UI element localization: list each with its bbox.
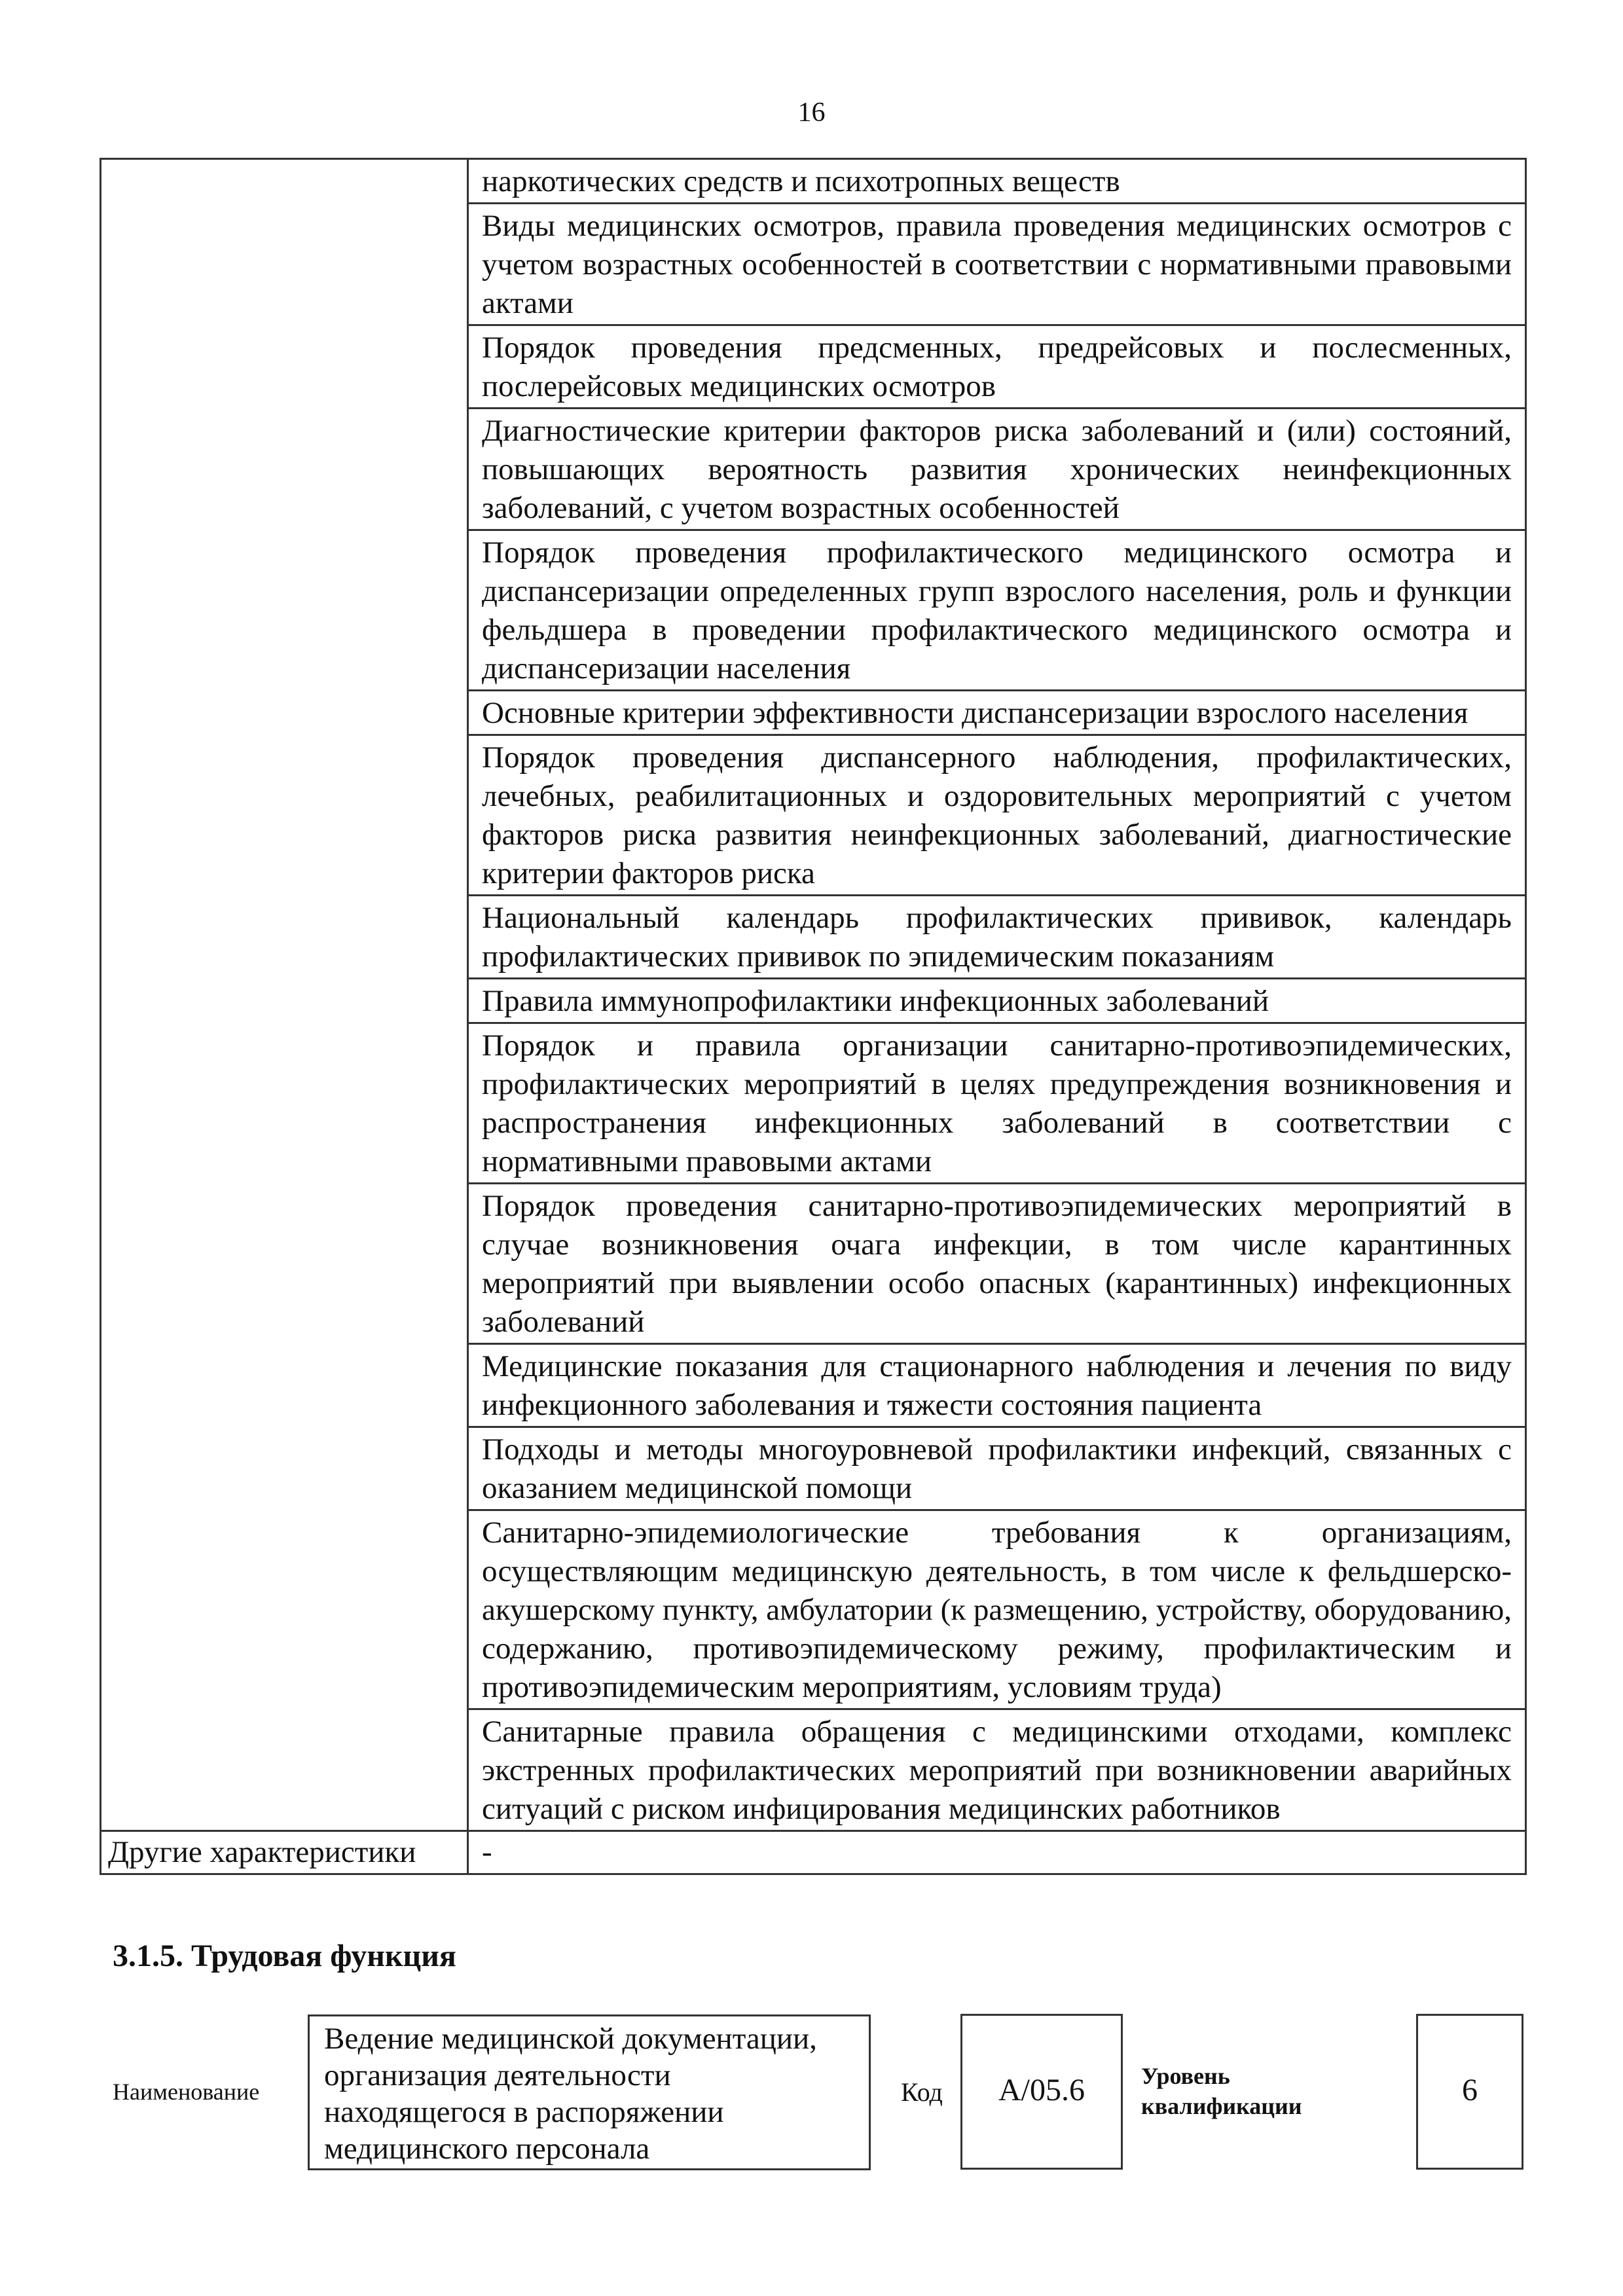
knowledge-item: Порядок и правила организации санитарно-противоэпидемических, профилактических мероприятий в целях предупреждения возникновения и распространения инфекционных заболеваний в соответствии с нормативными правовыми актами <box>468 1023 1526 1184</box>
knowledge-item: Основные критерии эффективности диспансеризации взрослого населения <box>468 691 1526 735</box>
function-name-box: Ведение медицинской документации, организация деятельности находящегося в распоряжении медицинского персонала <box>308 2014 871 2170</box>
knowledge-item: Порядок проведения профилактического медицинского осмотра и диспансеризации определенных групп взрослого населения, роль и функции фельдшера в проведении профилактического медицинского осмотра и диспансеризации населения <box>468 530 1526 691</box>
knowledge-table-body <box>101 159 1526 1874</box>
name-label: Наименование <box>113 2079 260 2105</box>
function-code-box: А/05.6 <box>960 2014 1123 2170</box>
other-characteristics-label: Другие характеристики <box>101 1831 468 1874</box>
knowledge-item: Санитарные правила обращения с медицинскими отходами, комплекс экстренных профилактических мероприятий при возникновении аварийных ситуаций с риском инфицирования медицинских работников <box>468 1709 1526 1831</box>
knowledge-item: Правила иммунопрофилактики инфекционных заболеваний <box>468 979 1526 1023</box>
other-characteristics-row <box>101 1831 1526 1874</box>
knowledge-item: Порядок проведения предсменных, предрейсовых и послесменных, послерейсовых медицинских осмотров <box>468 325 1526 409</box>
code-label: Код <box>901 2077 943 2107</box>
knowledge-item: Порядок проведения санитарно-противоэпидемических мероприятий в случае возникновения очага инфекции, в том числе карантинных мероприятий при выявлении особо опасных (карантинных) инфекционных заболеваний <box>468 1184 1526 1344</box>
knowledge-item: Порядок проведения диспансерного наблюдения, профилактических, лечебных, реабилитационных и оздоровительных мероприятий с учетом факторов риска развития неинфекционных заболеваний, диагностические критерии факторов риска <box>468 735 1526 896</box>
other-characteristics-value: - <box>468 1831 1526 1874</box>
knowledge-item: наркотических средств и психотропных веществ <box>468 159 1526 204</box>
knowledge-item: Виды медицинских осмотров, правила проведения медицинских осмотров с учетом возрастных особенностей в соответствии с нормативными правовыми актами <box>468 204 1526 325</box>
knowledge-row <box>101 159 1526 204</box>
knowledge-item: Диагностические критерии факторов риска заболеваний и (или) состояний, повышающих вероятность развития хронических неинфекционных заболеваний, с учетом возрастных особенностей <box>468 409 1526 530</box>
section-heading: 3.1.5. Трудовая функция <box>113 1939 456 1973</box>
left-column-cell <box>101 159 468 1831</box>
level-label-line1: Уровень <box>1141 2063 1230 2089</box>
level-label-line2: квалификации <box>1141 2093 1302 2119</box>
page-number: 16 <box>797 98 826 128</box>
knowledge-item: Медицинские показания для стационарного наблюдения и лечения по виду инфекционного заболевания и тяжести состояния пациента <box>468 1344 1526 1427</box>
knowledge-item: Национальный календарь профилактических прививок, календарь профилактических прививок по эпидемическим показаниям <box>468 896 1526 979</box>
qualification-level-box: 6 <box>1416 2014 1523 2170</box>
knowledge-item: Подходы и методы многоуровневой профилактики инфекций, связанных с оказанием медицинской помощи <box>468 1427 1526 1510</box>
knowledge-item: Санитарно-эпидемиологические требования к организациям, осуществляющим медицинскую деятельность, в том числе к фельдшерско-акушерскому пункту, амбулатории (к размещению, устройству, оборудованию, содержанию, противоэпидемическому режиму, профилактическим и противоэпидемическим мероприятиям, условиям труда) <box>468 1510 1526 1709</box>
knowledge-table <box>100 158 1527 1875</box>
